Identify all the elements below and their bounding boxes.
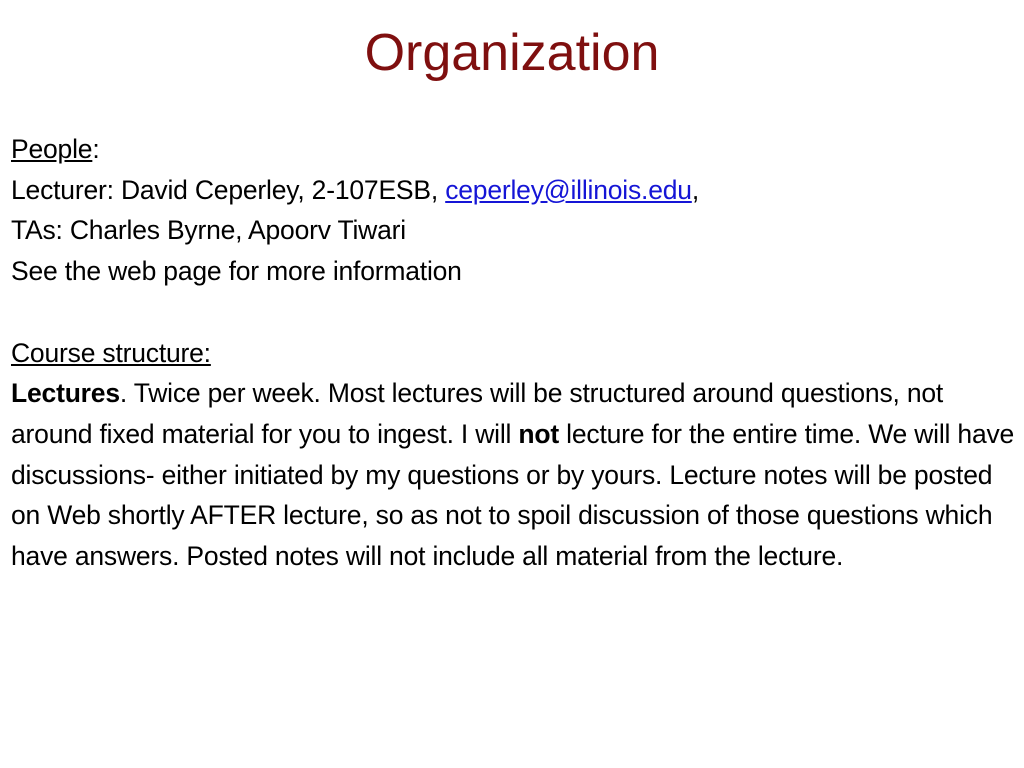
tas-line: TAs: Charles Byrne, Apoorv Tiwari bbox=[11, 215, 406, 246]
people-heading-colon: : bbox=[92, 134, 100, 164]
lectures-text-part-2: lecture for the entire time. We will have discussions- either initiated by my questions or by yours. Lecture notes will be posted on Web shortly AFTER lecture, so as not to spoil discussion of those questions which have answers. Posted notes will not include all material from the lecture. bbox=[11, 418, 1015, 572]
lectures-text-part-1: . Twice per week. Most lectures will be structured around questions, not around fixed material for you to ingest. I will bbox=[11, 378, 944, 449]
lectures-label: Lectures bbox=[11, 378, 120, 409]
web-page-note: See the web page for more information bbox=[11, 256, 462, 287]
lecturer-line bbox=[11, 170, 1016, 211]
lectures-emphasis-not: not bbox=[518, 418, 560, 449]
people-heading: People bbox=[11, 134, 93, 164]
lecturer-email-link[interactable]: ceperley@illinois.edu bbox=[445, 174, 692, 205]
lecturer-comma: , bbox=[691, 174, 699, 205]
lectures-paragraph bbox=[11, 373, 1016, 577]
lecturer-info: Lecturer: David Ceperley, 2-107ESB, bbox=[11, 174, 446, 205]
slide-body bbox=[11, 129, 1016, 577]
people-heading-line bbox=[11, 129, 1016, 170]
slide-title: Organization bbox=[364, 24, 660, 82]
section-spacer bbox=[11, 292, 1016, 333]
course-structure-heading: Course structure: bbox=[11, 337, 211, 368]
